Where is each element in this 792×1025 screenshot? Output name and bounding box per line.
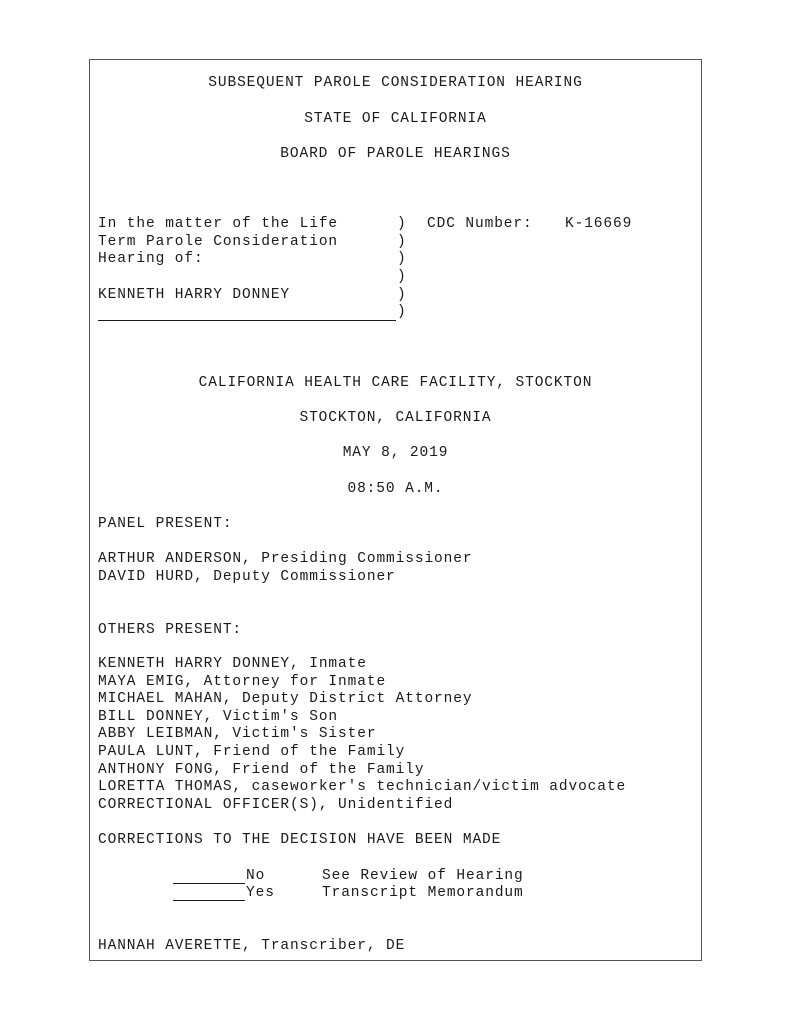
city: STOCKTON, CALIFORNIA (299, 410, 492, 426)
list-item: MICHAEL MAHAN, Deputy District Attorney (98, 691, 473, 708)
no-checkbox-line (173, 883, 245, 884)
list-item: BILL DONNEY, Victim's Son (98, 708, 339, 725)
caption-line-2: Term Parole Consideration (98, 234, 339, 250)
no-label: No (246, 868, 266, 884)
others-list (98, 656, 626, 814)
facility-name: CALIFORNIA HEALTH CARE FACILITY, STOCKTON (198, 375, 593, 391)
caption-underline (98, 320, 396, 321)
transcriber: HANNAH AVERETTE, Transcriber, DE (98, 938, 406, 954)
board-heading: BOARD OF PAROLE HEARINGS (280, 146, 511, 162)
yes-checkbox-line (173, 900, 245, 901)
caption-paren: ) (397, 287, 407, 303)
cdc-number: K-16669 (565, 216, 633, 232)
caption-paren: ) (397, 304, 407, 320)
review-text-1: See Review of Hearing (322, 868, 524, 884)
hearing-time: 08:50 A.M. (347, 481, 444, 497)
yes-label: Yes (246, 885, 275, 901)
list-item: DAVID HURD, Deputy Commissioner (98, 568, 396, 585)
caption-paren: ) (397, 234, 407, 250)
list-item: ARTHUR ANDERSON, Presiding Commissioner (98, 551, 473, 567)
page-border (89, 59, 702, 961)
list-item: ABBY LEIBMAN, Victim's Sister (98, 726, 377, 743)
hearing-title: SUBSEQUENT PAROLE CONSIDERATION HEARING (208, 75, 583, 91)
caption-line-3: Hearing of: (98, 251, 204, 267)
caption-line-1: In the matter of the Life (98, 216, 339, 232)
list-item: KENNETH HARRY DONNEY, Inmate (98, 656, 367, 672)
panel-heading: PANEL PRESENT: (98, 516, 233, 532)
list-item: MAYA EMIG, Attorney for Inmate (98, 673, 387, 690)
state-heading: STATE OF CALIFORNIA (304, 111, 487, 127)
review-text-2: Transcript Memorandum (322, 885, 524, 901)
caption-paren: ) (397, 251, 407, 267)
hearing-date: MAY 8, 2019 (342, 445, 449, 461)
inmate-name: KENNETH HARRY DONNEY (98, 287, 291, 303)
caption-paren: ) (397, 269, 407, 285)
list-item: ANTHONY FONG, Friend of the Family (98, 761, 425, 778)
others-heading: OTHERS PRESENT: (98, 622, 243, 638)
panel-list (98, 551, 472, 586)
cdc-number-label: CDC Number: (427, 216, 533, 232)
caption-paren: ) (397, 216, 407, 232)
list-item: LORETTA THOMAS, caseworker's technician/victim advocate (98, 779, 627, 796)
list-item: CORRECTIONAL OFFICER(S), Unidentified (98, 796, 454, 813)
corrections-heading: CORRECTIONS TO THE DECISION HAVE BEEN MADE (98, 832, 502, 848)
list-item: PAULA LUNT, Friend of the Family (98, 743, 406, 760)
